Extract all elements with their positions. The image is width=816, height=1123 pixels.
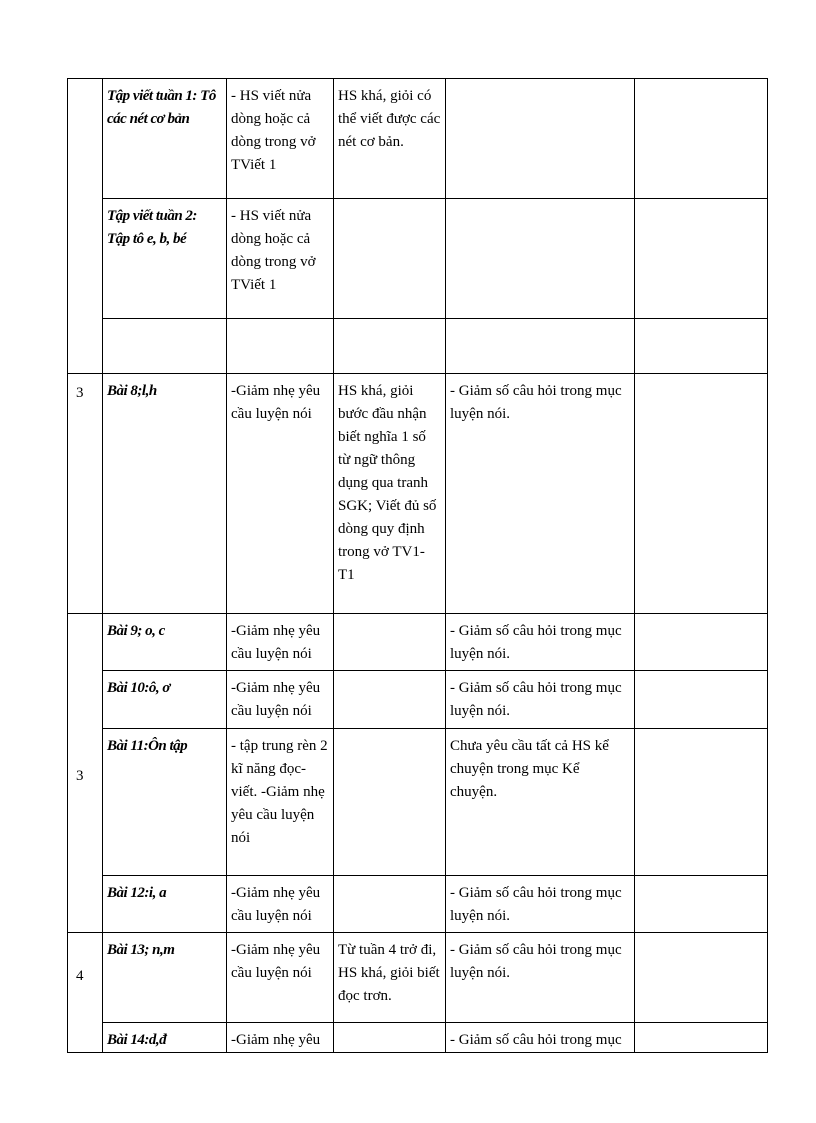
adjustment-cell: - Giảm số câu hỏi trong mục luyện nói. xyxy=(446,374,635,614)
adjustment-cell: - Giảm số câu hỏi trong mục luyện nói. xyxy=(446,933,635,1023)
lesson-title-cell: Bài 13; n,m xyxy=(103,933,227,1023)
adjustment-cell: Chưa yêu cầu tất cả HS kể chuyện trong mục Kể chuyện. xyxy=(446,729,635,876)
week-cell xyxy=(68,79,103,374)
table-row xyxy=(68,614,768,671)
table-row xyxy=(68,671,768,729)
lesson-title-cell: Bài 12:i, a xyxy=(103,876,227,933)
week-cell: 3 xyxy=(68,614,103,933)
week-cell: 4 xyxy=(68,933,103,1053)
note-cell: Từ tuần 4 trở đi, HS khá, giỏi biết đọc trơn. xyxy=(334,933,446,1023)
extra-cell xyxy=(635,876,768,933)
lesson-title-cell xyxy=(103,319,227,374)
extra-cell xyxy=(635,374,768,614)
adjustment-cell xyxy=(446,319,635,374)
requirement-cell: -Giảm nhẹ yêu cầu luyện nói xyxy=(227,614,334,671)
extra-cell xyxy=(635,671,768,729)
table-row xyxy=(68,729,768,876)
lesson-title-cell: Bài 14:d,đ xyxy=(103,1023,227,1053)
adjustment-cell xyxy=(446,199,635,319)
lesson-title-cell: Bài 10:ô, ơ xyxy=(103,671,227,729)
note-cell xyxy=(334,876,446,933)
extra-cell xyxy=(635,319,768,374)
requirement-cell: - tập trung rèn 2 kĩ năng đọc-viết. -Giảm nhẹ yêu cầu luyện nói xyxy=(227,729,334,876)
table-row xyxy=(68,876,768,933)
extra-cell xyxy=(635,199,768,319)
lesson-title-cell: Bài 9; o, c xyxy=(103,614,227,671)
requirement-cell xyxy=(227,319,334,374)
table-row xyxy=(68,79,768,199)
note-cell: HS khá, giỏi có thể viết được các nét cơ bản. xyxy=(334,79,446,199)
note-cell xyxy=(334,1023,446,1053)
adjustment-cell: - Giảm số câu hỏi trong mục xyxy=(446,1023,635,1053)
adjustment-cell xyxy=(446,79,635,199)
table-row xyxy=(68,1023,768,1053)
note-cell xyxy=(334,729,446,876)
lesson-title-cell: Tập viết tuần 2: Tập tô e, b, bé xyxy=(103,199,227,319)
note-cell xyxy=(334,199,446,319)
lesson-title-cell: Tập viết tuần 1: Tô các nét cơ bản xyxy=(103,79,227,199)
extra-cell xyxy=(635,1023,768,1053)
note-cell xyxy=(334,319,446,374)
note-cell xyxy=(334,614,446,671)
lesson-title-cell: Bài 8;l,h xyxy=(103,374,227,614)
adjustment-cell: - Giảm số câu hỏi trong mục luyện nói. xyxy=(446,876,635,933)
table-row xyxy=(68,319,768,374)
table-row xyxy=(68,374,768,614)
extra-cell xyxy=(635,933,768,1023)
requirement-cell: - HS viết nửa dòng hoặc cả dòng trong vở TViết 1 xyxy=(227,199,334,319)
adjustment-cell: - Giảm số câu hỏi trong mục luyện nói. xyxy=(446,614,635,671)
requirement-cell: -Giảm nhẹ yêu cầu luyện nói xyxy=(227,671,334,729)
table-row xyxy=(68,199,768,319)
extra-cell xyxy=(635,729,768,876)
requirement-cell: - HS viết nửa dòng hoặc cả dòng trong vở TViết 1 xyxy=(227,79,334,199)
lesson-adjustment-table xyxy=(67,78,768,1053)
adjustment-cell: - Giảm số câu hỏi trong mục luyện nói. xyxy=(446,671,635,729)
week-cell: 3 xyxy=(68,374,103,614)
requirement-cell: -Giảm nhẹ yêu cầu luyện nói xyxy=(227,933,334,1023)
lesson-title-cell: Bài 11:Ôn tập xyxy=(103,729,227,876)
requirement-cell: -Giảm nhẹ yêu cầu luyện nói xyxy=(227,876,334,933)
note-cell xyxy=(334,671,446,729)
table-row xyxy=(68,933,768,1023)
note-cell: HS khá, giỏi bước đầu nhận biết nghĩa 1 số từ ngữ thông dụng qua tranh SGK; Viết đủ số dòng quy định trong vở TV1-T1 xyxy=(334,374,446,614)
requirement-cell: -Giảm nhẹ yêu cầu luyện nói xyxy=(227,374,334,614)
extra-cell xyxy=(635,79,768,199)
extra-cell xyxy=(635,614,768,671)
requirement-cell: -Giảm nhẹ yêu xyxy=(227,1023,334,1053)
